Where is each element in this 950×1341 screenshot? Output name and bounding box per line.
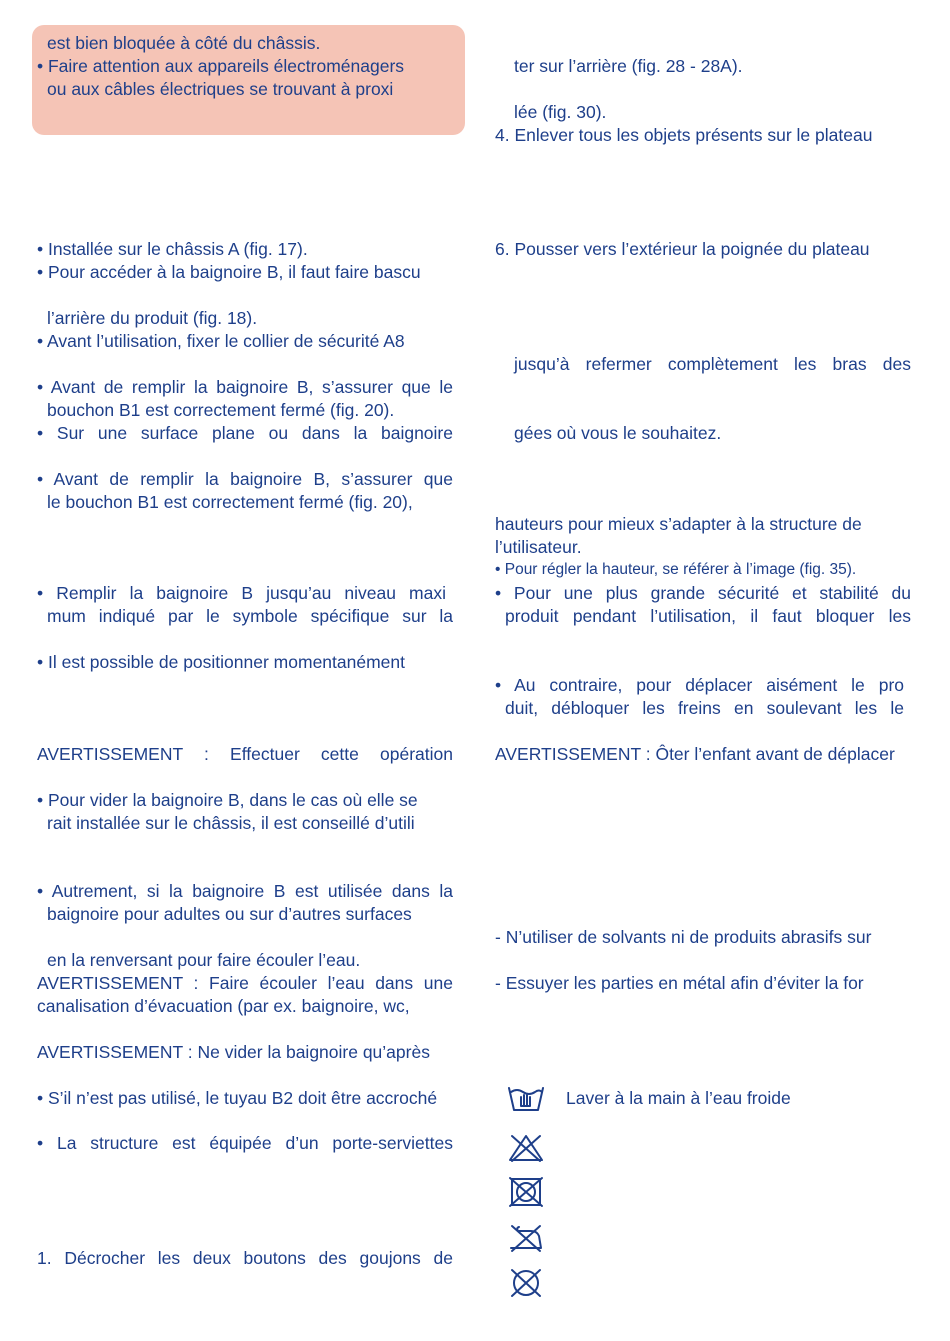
warning-line: ou aux câbles électriques se trouvant à proxi (47, 79, 394, 99)
text-line: rait installée sur le châssis, il est conseillé d’utili (47, 813, 415, 833)
text-line: le bouchon B1 est correctement fermé (fig. 20), (47, 492, 413, 512)
text-line: en la renversant pour faire écouler l’eau. (47, 950, 361, 970)
text-line: ter sur l’arrière (fig. 28 - 28A). (514, 56, 743, 76)
text-line: • Avant de remplir la baignoire B, s’assurer que le (37, 377, 453, 397)
text-line: AVERTISSEMENT : Ne vider la baignoire qu’après (37, 1042, 430, 1062)
text-line: bouchon B1 est correctement fermé (fig. 20). (47, 400, 395, 420)
warning-line: est bien bloquée à côté du châssis. (47, 33, 321, 53)
text-line: • Remplir la baignoire B jusqu’au niveau maxi (37, 583, 446, 603)
text-line: jusqu’à refermer complètement les bras des (514, 354, 911, 374)
text-line: baignoire pour adultes ou sur d’autres surfaces (47, 904, 412, 924)
text-line: duit, débloquer les freins en soulevant les le (505, 698, 904, 718)
text-line: • Avant l’utilisation, fixer le collier de sécurité A8 (37, 331, 405, 351)
warning-line: • Faire attention aux appareils électroménagers (37, 56, 405, 76)
text-line: • Pour accéder à la baignoire B, il faut faire bascu (37, 262, 421, 282)
text-line: produit pendant l’utilisation, il faut bloquer les (505, 606, 911, 626)
care-label: Laver à la main à l’eau froide (566, 1088, 791, 1108)
text-line: lée (fig. 30). (514, 102, 607, 122)
no-tumble-dry-icon (508, 1176, 544, 1208)
text-line: • La structure est équipée d’un porte-serviettes (37, 1133, 453, 1153)
text-line: canalisation d’évacuation (par ex. baignoire, wc, (37, 996, 410, 1016)
text-line: • Sur une surface plane ou dans la baignoire (37, 423, 453, 443)
text-line: • Au contraire, pour déplacer aisément le pro (495, 675, 904, 695)
text-line: • Il est possible de positionner momentanément (37, 652, 405, 672)
text-line: gées où vous le souhaitez. (514, 423, 722, 443)
hand-wash-icon (507, 1084, 545, 1112)
text-line: AVERTISSEMENT : Effectuer cette opération (37, 744, 453, 764)
no-bleach-icon (507, 1133, 545, 1163)
text-line: AVERTISSEMENT : Ôter l’enfant avant de déplacer (495, 744, 895, 764)
text-line: AVERTISSEMENT : Faire écouler l’eau dans une (37, 973, 453, 993)
text-line: l’utilisateur. (495, 537, 582, 557)
text-line: - N’utiliser de solvants ni de produits abrasifs sur (495, 927, 872, 947)
text-line: 1. Décrocher les deux boutons des goujons de (37, 1248, 453, 1268)
no-iron-icon (507, 1223, 545, 1253)
text-line: • Pour vider la baignoire B, dans le cas où elle se (37, 790, 418, 810)
text-line: - Essuyer les parties en métal afin d’éviter la for (495, 973, 864, 993)
text-line: • Installée sur le châssis A (fig. 17). (37, 239, 308, 259)
text-line: • Pour régler la hauteur, se référer à l’image (fig. 35). (495, 561, 857, 578)
text-line: hauteurs pour mieux s’adapter à la structure de (495, 514, 862, 534)
text-line: • Autrement, si la baignoire B est utilisée dans la (37, 881, 453, 901)
text-line: • Avant de remplir la baignoire B, s’assurer que (37, 469, 453, 489)
text-line: mum indiqué par le symbole spécifique sur la (47, 606, 453, 626)
text-line: l’arrière du produit (fig. 18). (47, 308, 258, 328)
text-line: • S’il n’est pas utilisé, le tuyau B2 doit être accroché (37, 1088, 438, 1108)
no-dry-clean-icon (508, 1268, 544, 1298)
text-line: 6. Pousser vers l’extérieur la poignée du plateau (495, 239, 870, 259)
text-line: 4. Enlever tous les objets présents sur le plateau (495, 125, 873, 145)
text-line: • Pour une plus grande sécurité et stabilité du (495, 583, 911, 603)
